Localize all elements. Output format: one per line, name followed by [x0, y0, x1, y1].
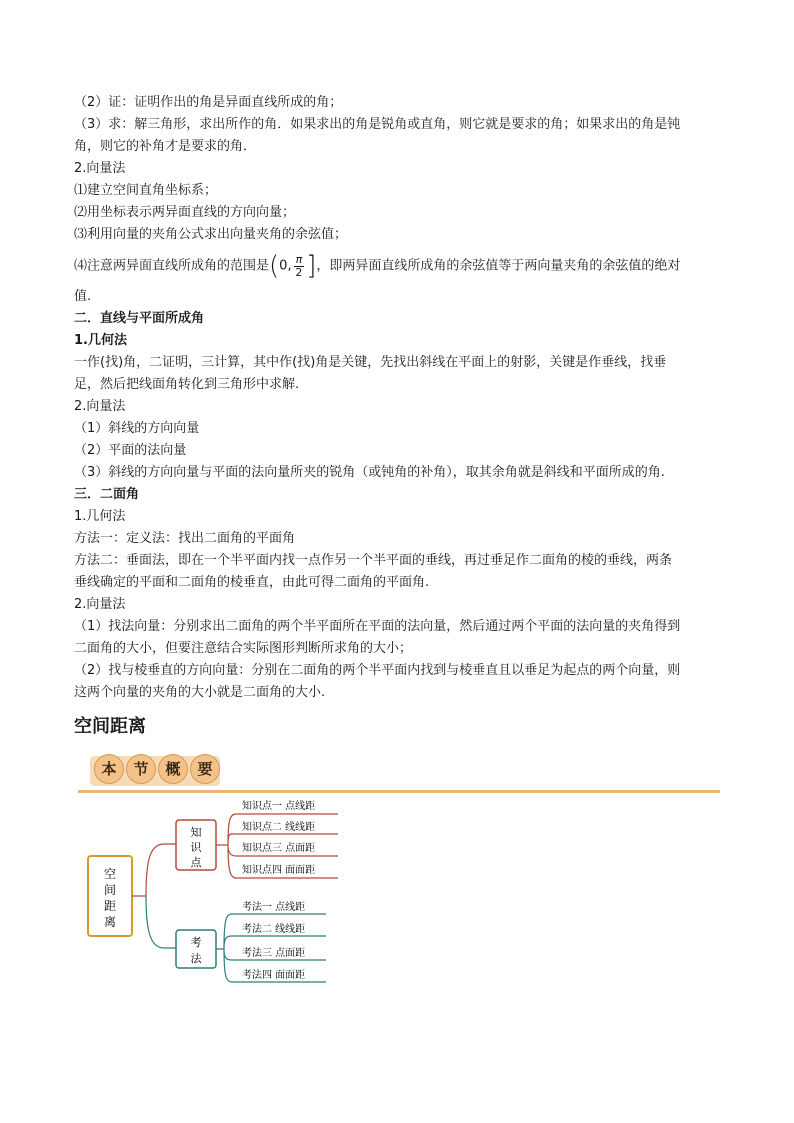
mindmap-branch-char: 考 [190, 936, 202, 949]
text-line: 方法一：定义法：找出二面角的平面角 [74, 531, 296, 546]
text-line: 角，则它的补角才是要求的角． [74, 139, 257, 154]
text-span: ，即两异面直线所成角的余弦值等于两向量夹角的余弦值的绝对 [316, 258, 681, 274]
mindmap [84, 790, 384, 990]
text-line: 方法二：垂面法，即在一个半平面内找一点作另一个半平面的垂线，再过垂足作二面角的棱的垂线，两条 [74, 553, 673, 568]
mindmap-root-char: 间 [103, 883, 117, 897]
connector [146, 896, 176, 948]
text-line: 值. [74, 289, 92, 304]
mindmap-leaf: 知识点四 面面距 [242, 865, 316, 876]
document-body [74, 92, 724, 798]
text-line: 二面角的大小，但要注意结合实际图形判断所求角的大小； [74, 641, 413, 656]
bracket-right: ] [306, 251, 317, 281]
text-line: 这两个向量的夹角的大小就是二面角的大小. [74, 685, 326, 700]
mindmap-leaf: 考法三 点面距 [242, 948, 306, 959]
text-line: （3）求：解三角形，求出所作的角．如果求出的角是锐角或直角，则它就是要求的角；如果求出的角是钝 [74, 117, 681, 132]
banner-char: 本 [94, 754, 124, 784]
bracket-left: ( [269, 251, 280, 281]
mindmap-branch-char: 识 [190, 841, 202, 854]
text-line: 一作(找)角，二证明，三计算，其中作(找)角是关键，先找出斜线在平面上的射影，关键是作垂线，找垂 [74, 355, 667, 370]
connector [132, 844, 176, 896]
mindmap-leaf: 考法四 面面距 [242, 970, 306, 981]
section-heading: 二．直线与平面所成角 [74, 311, 205, 326]
subsection-heading: 2.向量法 [74, 597, 126, 612]
mindmap-root-char: 距 [103, 899, 117, 913]
text-line: 足，然后把线面角转化到三角形中求解. [74, 377, 300, 392]
text-span: ⑷注意两异面直线所成角的范围是 [74, 258, 270, 274]
mindmap-leaf: 知识点一 点线距 [242, 801, 316, 812]
mindmap-leaf: 考法一 点线距 [242, 902, 306, 913]
chapter-heading: 空间距离 [74, 716, 146, 737]
text-line: 垂线确定的平面和二面角的棱垂直，由此可得二面角的平面角. [74, 575, 430, 590]
angle-range-line [74, 246, 724, 286]
text-line: （3）斜线的方向向量与平面的法向量所夹的锐角（或钝角的补角），取其余角就是斜线和平面所成的角. [74, 465, 665, 480]
text-line: （2）平面的法向量 [74, 443, 187, 458]
mindmap-leaf: 知识点三 点面距 [242, 843, 316, 854]
fraction-denominator: 2 [295, 265, 303, 279]
mindmap-root-char: 空 [103, 867, 117, 881]
section-heading: 三．二面角 [74, 487, 140, 502]
banner-char: 概 [158, 754, 188, 784]
mindmap-root-char: 离 [103, 915, 117, 929]
text-line: （1）找法向量：分别求出二面角的两个半平面所在平面的法向量，然后通过两个平面的法向量的夹角得到 [74, 619, 681, 634]
mindmap-leaf: 知识点二 线线距 [242, 822, 316, 833]
text-line: 2.向量法 [74, 161, 126, 176]
subsection-heading: 1.几何法 [74, 333, 127, 348]
subsection-heading: 1.几何法 [74, 509, 126, 524]
text-line: （1）斜线的方向向量 [74, 421, 200, 436]
banner-char: 要 [190, 754, 220, 784]
interval-left: 0, [279, 258, 292, 274]
interval-expression [269, 246, 316, 286]
text-line: ⑶利用向量的夹角公式求出向量夹角的余弦值； [74, 227, 348, 242]
mindmap-branch-char: 点 [190, 856, 202, 869]
text-line: （2）找与棱垂直的方向向量：分别在二面角的两个半平面内找到与棱垂直且以垂足为起点的两个向量，则 [74, 663, 681, 678]
text-line: ⑴建立空间直角坐标系； [74, 183, 218, 198]
banner-char: 节 [126, 754, 156, 784]
text-line: （2）证：证明作出的角是异面直线所成的角； [74, 95, 343, 110]
subsection-heading: 2.向量法 [74, 399, 126, 414]
fraction-numerator: π [295, 252, 303, 266]
mindmap-branch-char: 法 [190, 952, 202, 965]
mindmap-branch-char: 知 [190, 826, 202, 839]
fraction [294, 254, 305, 279]
text-line: ⑵用坐标表示两异面直线的方向向量； [74, 205, 296, 220]
mindmap-leaf: 考法二 线线距 [242, 924, 306, 935]
